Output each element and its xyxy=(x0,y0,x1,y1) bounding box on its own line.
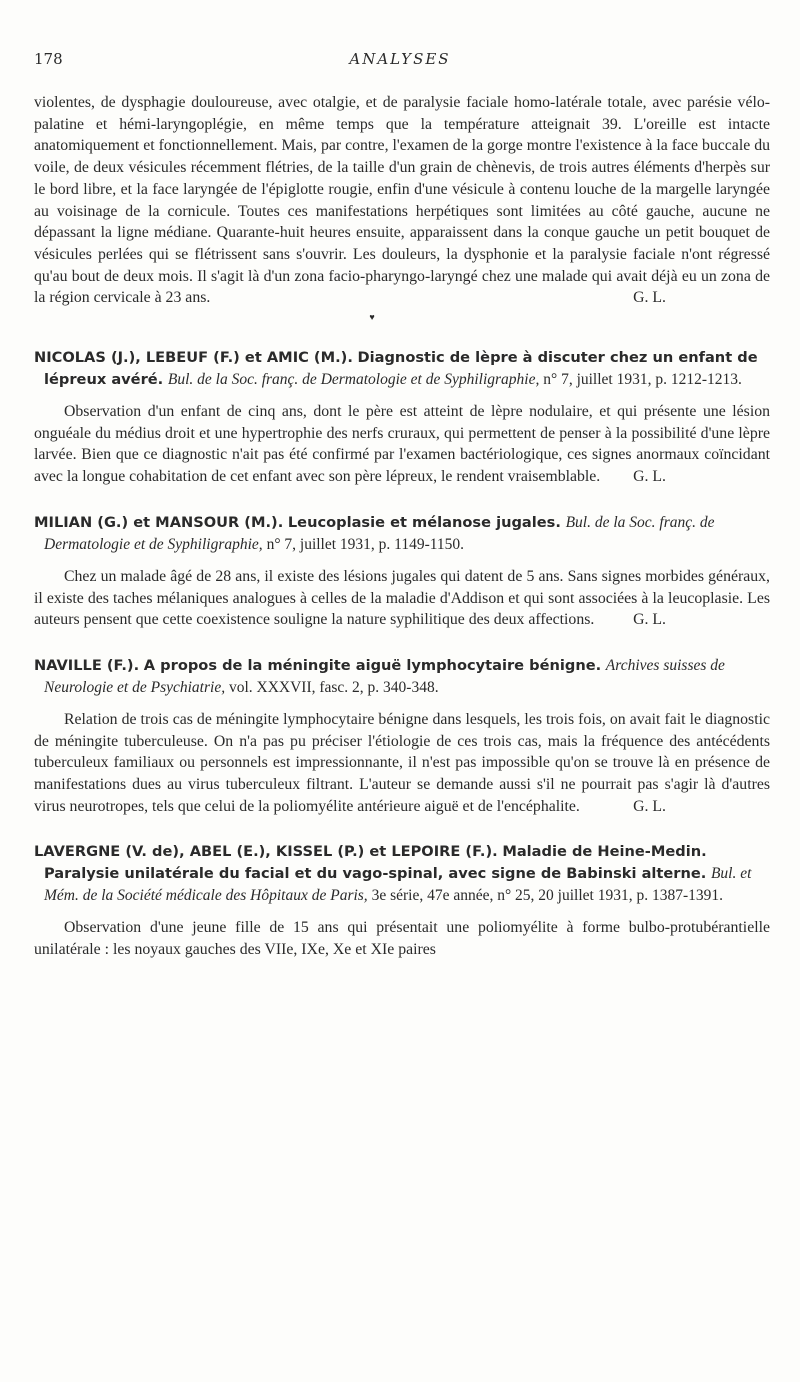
entry-reference: n° 7, juillet 1931, p. 1149-1150. xyxy=(266,535,465,553)
entry-body xyxy=(34,401,770,488)
entry-source: Archives suisses de Neurologie et de Psychiatrie, xyxy=(44,656,725,696)
entry-heading xyxy=(34,347,770,391)
entry-signature: G. L. xyxy=(633,797,666,815)
entry-body-text: Observation d'une jeune fille de 15 ans qui présentait une poliomyélite à forme bulbo-protubérantielle unilatérale : les noyaux gauches des VIIe, IXe, Xe et XIe paires xyxy=(34,919,770,959)
entry-heading xyxy=(34,512,770,556)
entry-body xyxy=(34,566,770,631)
intro-text: violentes, de dysphagie douloureuse, avec otalgie, et de paralysie faciale homo-latérale totale, avec parésie vélo-palatine et hémi-laryngoplégie, en même temps que la température atteignait 39. L'oreille est intacte anatomiquement et fonctionnellement. Mais, par contre, l'examen de la gorge montre l'existence à la face buccale du voile, de deux vésicules récemment flétries, de la taille d'un grain de chènevis, de trois autres éléments d'herpès sur le bord libre, et la face laryngée de l'épiglotte rougie, enfin d'une vésicule à contenu louche de la margelle laryngée au voisinage de la cornicule. Toutes ces manifestations herpétiques sont limitées au côté gauche, aucune ne dépassant la ligne médiane. Quarante-huit heures ensuite, apparaissent dans la conque gauche un petit bouquet de vésicules perlées qui se flétrissent sans s'ouvrir. Les douleurs, la dysphonie et la paralysie faciale n'ont régressé qu'au bout de deux mois. Il s'agit là d'un zona facio-pharyngo-laryngé chez une malade qui avait déjà eu un zona de la région cervicale à 23 ans. xyxy=(34,94,770,307)
entry-body xyxy=(34,917,770,960)
entry-reference: vol. XXXVII, fasc. 2, p. 340-348. xyxy=(228,678,439,696)
abstract-entry xyxy=(34,512,770,631)
entry-authors: MILIAN (G.) et MANSOUR (M.). xyxy=(34,513,284,531)
entry-title: Leucoplasie et mélanose jugales. xyxy=(287,513,561,531)
entry-body-text: Relation de trois cas de méningite lymphocytaire bénigne dans lesquels, les trois fois, on avait fait le diagnostic de méningite tuberculeuse. On n'a pas pu préciser l'étiologie de ces trois cas, mais la fréquence des antécédents tuberculeux familiaux ou personnels est impressionnante, il n'est pas impossible qu'on se trouve là en présence de manifestations dues au virus tuberculeux filtrant. L'auteur se demande aussi s'il ne pourrait pas s'agir là d'autres virus neurotropes, tels que celui de la poliomyélite antérieure aiguë et de l'encéphalite. xyxy=(34,710,770,815)
entry-signature: G. L. xyxy=(633,611,666,629)
page-content xyxy=(34,92,770,961)
entry-heading xyxy=(34,655,770,699)
entry-title: Diagnostic de lèpre à discuter chez un enfant de lépreux avéré. xyxy=(44,349,758,389)
intro-paragraph xyxy=(34,92,770,309)
entry-reference: 3e série, 47e année, n° 25, 20 juillet 1931, p. 1387-1391. xyxy=(371,887,723,905)
entry-authors: NAVILLE (F.). xyxy=(34,656,140,674)
entry-body-text: Observation d'un enfant de cinq ans, dont le père est atteint de lèpre nodulaire, et qui présente une lésion onguéale du médius droit et une hypertrophie des nerfs cruraux, qui permettent de penser à la possibilité d'une lèpre larvée. Bien que ce diagnostic n'ait pas été confirmé par l'examen bactériologique, ces signes anormaux coïncidant avec la longue cohabitation de cet enfant avec son père lépreux, le rendent vraisemblable. xyxy=(34,403,770,486)
entry-source: Bul. de la Soc. franç. de Dermatologie et de Syphiligraphie, xyxy=(167,371,540,389)
abstract-entry xyxy=(34,655,770,818)
entry-title: Maladie de Heine-Medin. Paralysie unilatérale du facial et du vago-spinal, avec signe de Babinski alterne. xyxy=(44,843,707,883)
entry-authors: NICOLAS (J.), LEBEUF (F.) et AMIC (M.). xyxy=(34,349,353,367)
entry-title: A propos de la méningite aiguë lymphocytaire bénigne. xyxy=(143,656,602,674)
entry-source: Bul. de la Soc. franç. de Dermatologie et de Syphiligraphie, xyxy=(44,513,715,553)
entry-authors: LAVERGNE (V. de), ABEL (E.), KISSEL (P.) et LEPOIRE (F.). xyxy=(34,843,498,861)
entry-heading xyxy=(34,841,770,907)
entry-body-text: Chez un malade âgé de 28 ans, il existe des lésions jugales qui datent de 5 ans. Sans signes morbides généraux, il existe des taches mélaniques analogues à celles de la maladie d'Addison et qui sont associées à la leucoplasie. Les auteurs pensent que cette coexistence souligne la nature syphilitique des deux affections. xyxy=(34,567,770,629)
entry-signature: G. L. xyxy=(633,468,666,486)
entry-body xyxy=(34,709,770,818)
abstract-entry xyxy=(34,347,770,488)
running-title: ANALYSES xyxy=(349,50,451,68)
entry-reference: n° 7, juillet 1931, p. 1212-1213. xyxy=(543,371,742,389)
page-header xyxy=(34,50,766,74)
page-number: 178 xyxy=(34,50,63,68)
ornament-icon: ♥ xyxy=(369,312,375,323)
entry-source: Bul. et Mém. de la Société médicale des Hôpitaux de Paris, xyxy=(44,865,752,905)
intro-signature: G. L. xyxy=(633,289,666,307)
abstract-entry xyxy=(34,841,770,960)
